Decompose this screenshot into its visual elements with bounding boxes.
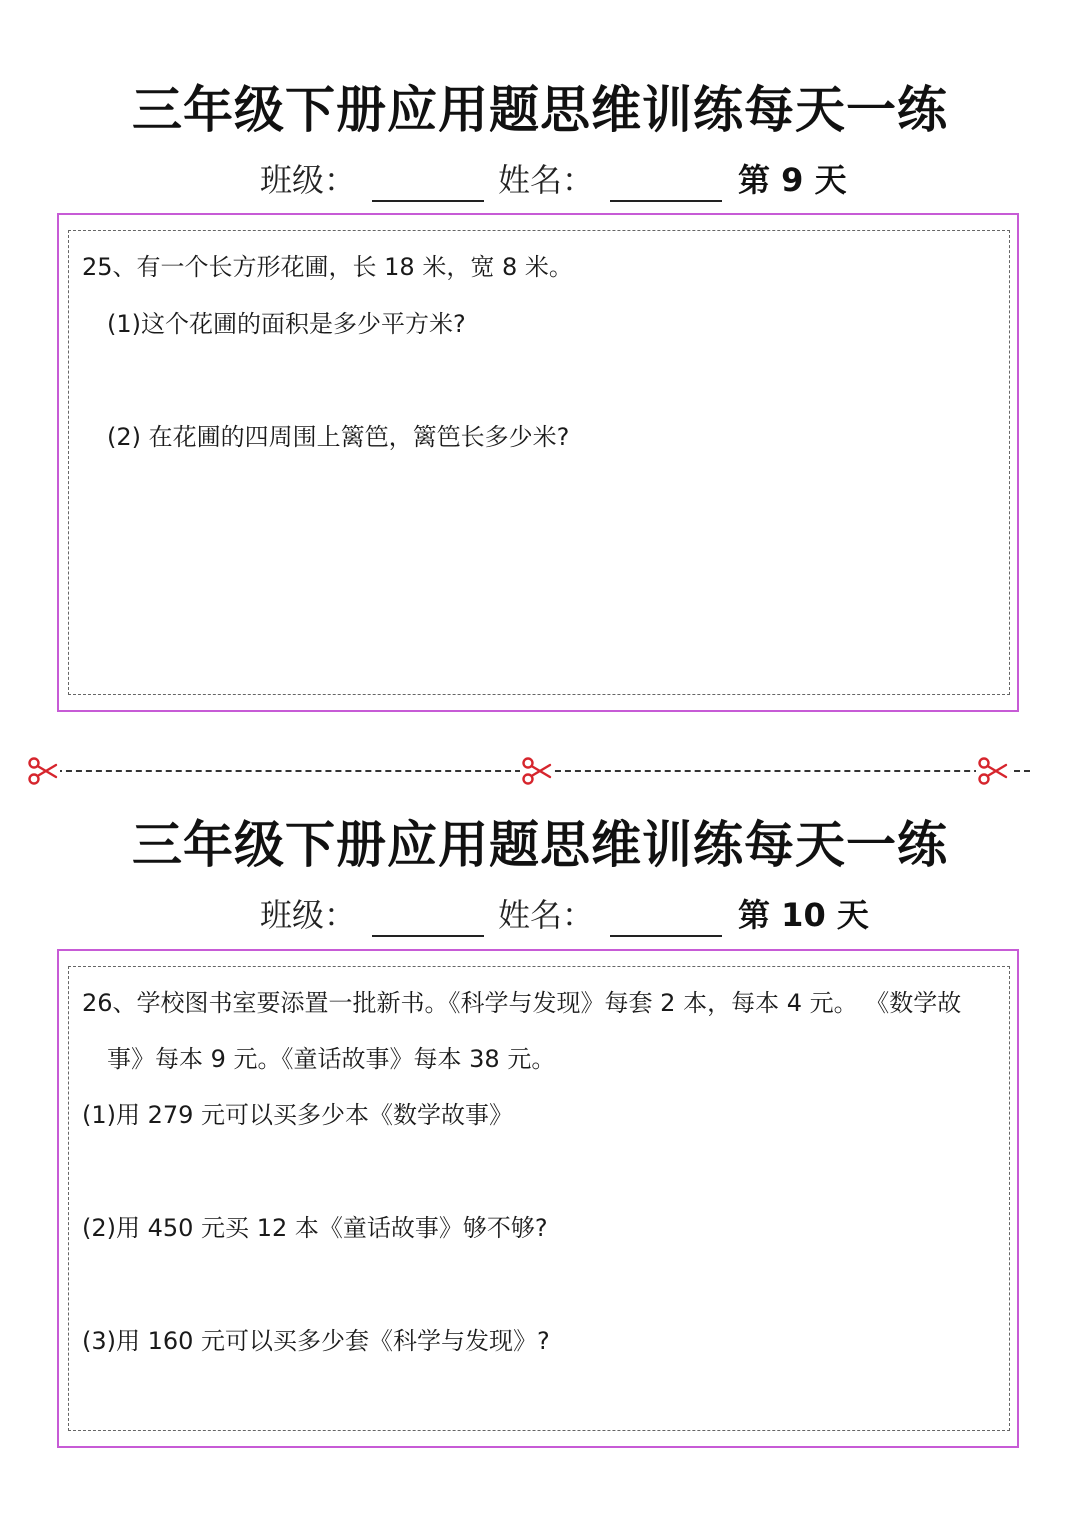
problem-statement-line-1: 26、学校图书室要添置一批新书。《科学与发现》每套 2 本，每本 4 元。 《数学故 <box>82 989 962 1017</box>
class-blank[interactable] <box>372 901 484 937</box>
question-2: (2) 在花圃的四周围上篱笆，篱笆长多少米? <box>107 423 570 451</box>
scissors-icon <box>520 754 554 788</box>
question-1: (1)用 279 元可以买多少本《数学故事》 <box>82 1101 514 1129</box>
cut-line <box>26 754 1036 788</box>
problem-frame <box>57 949 1019 1448</box>
name-label: 姓名： <box>498 161 595 199</box>
class-blank[interactable] <box>372 166 484 202</box>
day-label: 第 9 天 <box>738 161 847 199</box>
worksheet-title: 三年级下册应用题思维训练每天一练 <box>132 816 948 874</box>
name-blank[interactable] <box>610 901 722 937</box>
answer-area <box>68 966 1010 1431</box>
class-label: 班级： <box>260 161 357 199</box>
student-info-row <box>260 158 847 202</box>
problem-statement-line-2: 事》每本 9 元。《童话故事》每本 38 元。 <box>107 1045 556 1073</box>
problem-statement: 25、有一个长方形花圃，长 18 米，宽 8 米。 <box>82 253 573 281</box>
day-label: 第 10 天 <box>738 896 869 934</box>
question-3: (3)用 160 元可以买多少套《科学与发现》? <box>82 1327 550 1355</box>
question-1: (1)这个花圃的面积是多少平方米? <box>107 310 466 338</box>
name-label: 姓名： <box>498 896 595 934</box>
class-label: 班级： <box>260 896 357 934</box>
scissors-icon <box>26 754 60 788</box>
problem-frame <box>57 213 1019 712</box>
answer-area <box>68 230 1010 695</box>
scissors-icon <box>976 754 1010 788</box>
name-blank[interactable] <box>610 166 722 202</box>
student-info-row <box>260 893 869 937</box>
worksheet-title: 三年级下册应用题思维训练每天一练 <box>132 81 948 139</box>
question-2: (2)用 450 元买 12 本《童话故事》够不够? <box>82 1214 548 1242</box>
